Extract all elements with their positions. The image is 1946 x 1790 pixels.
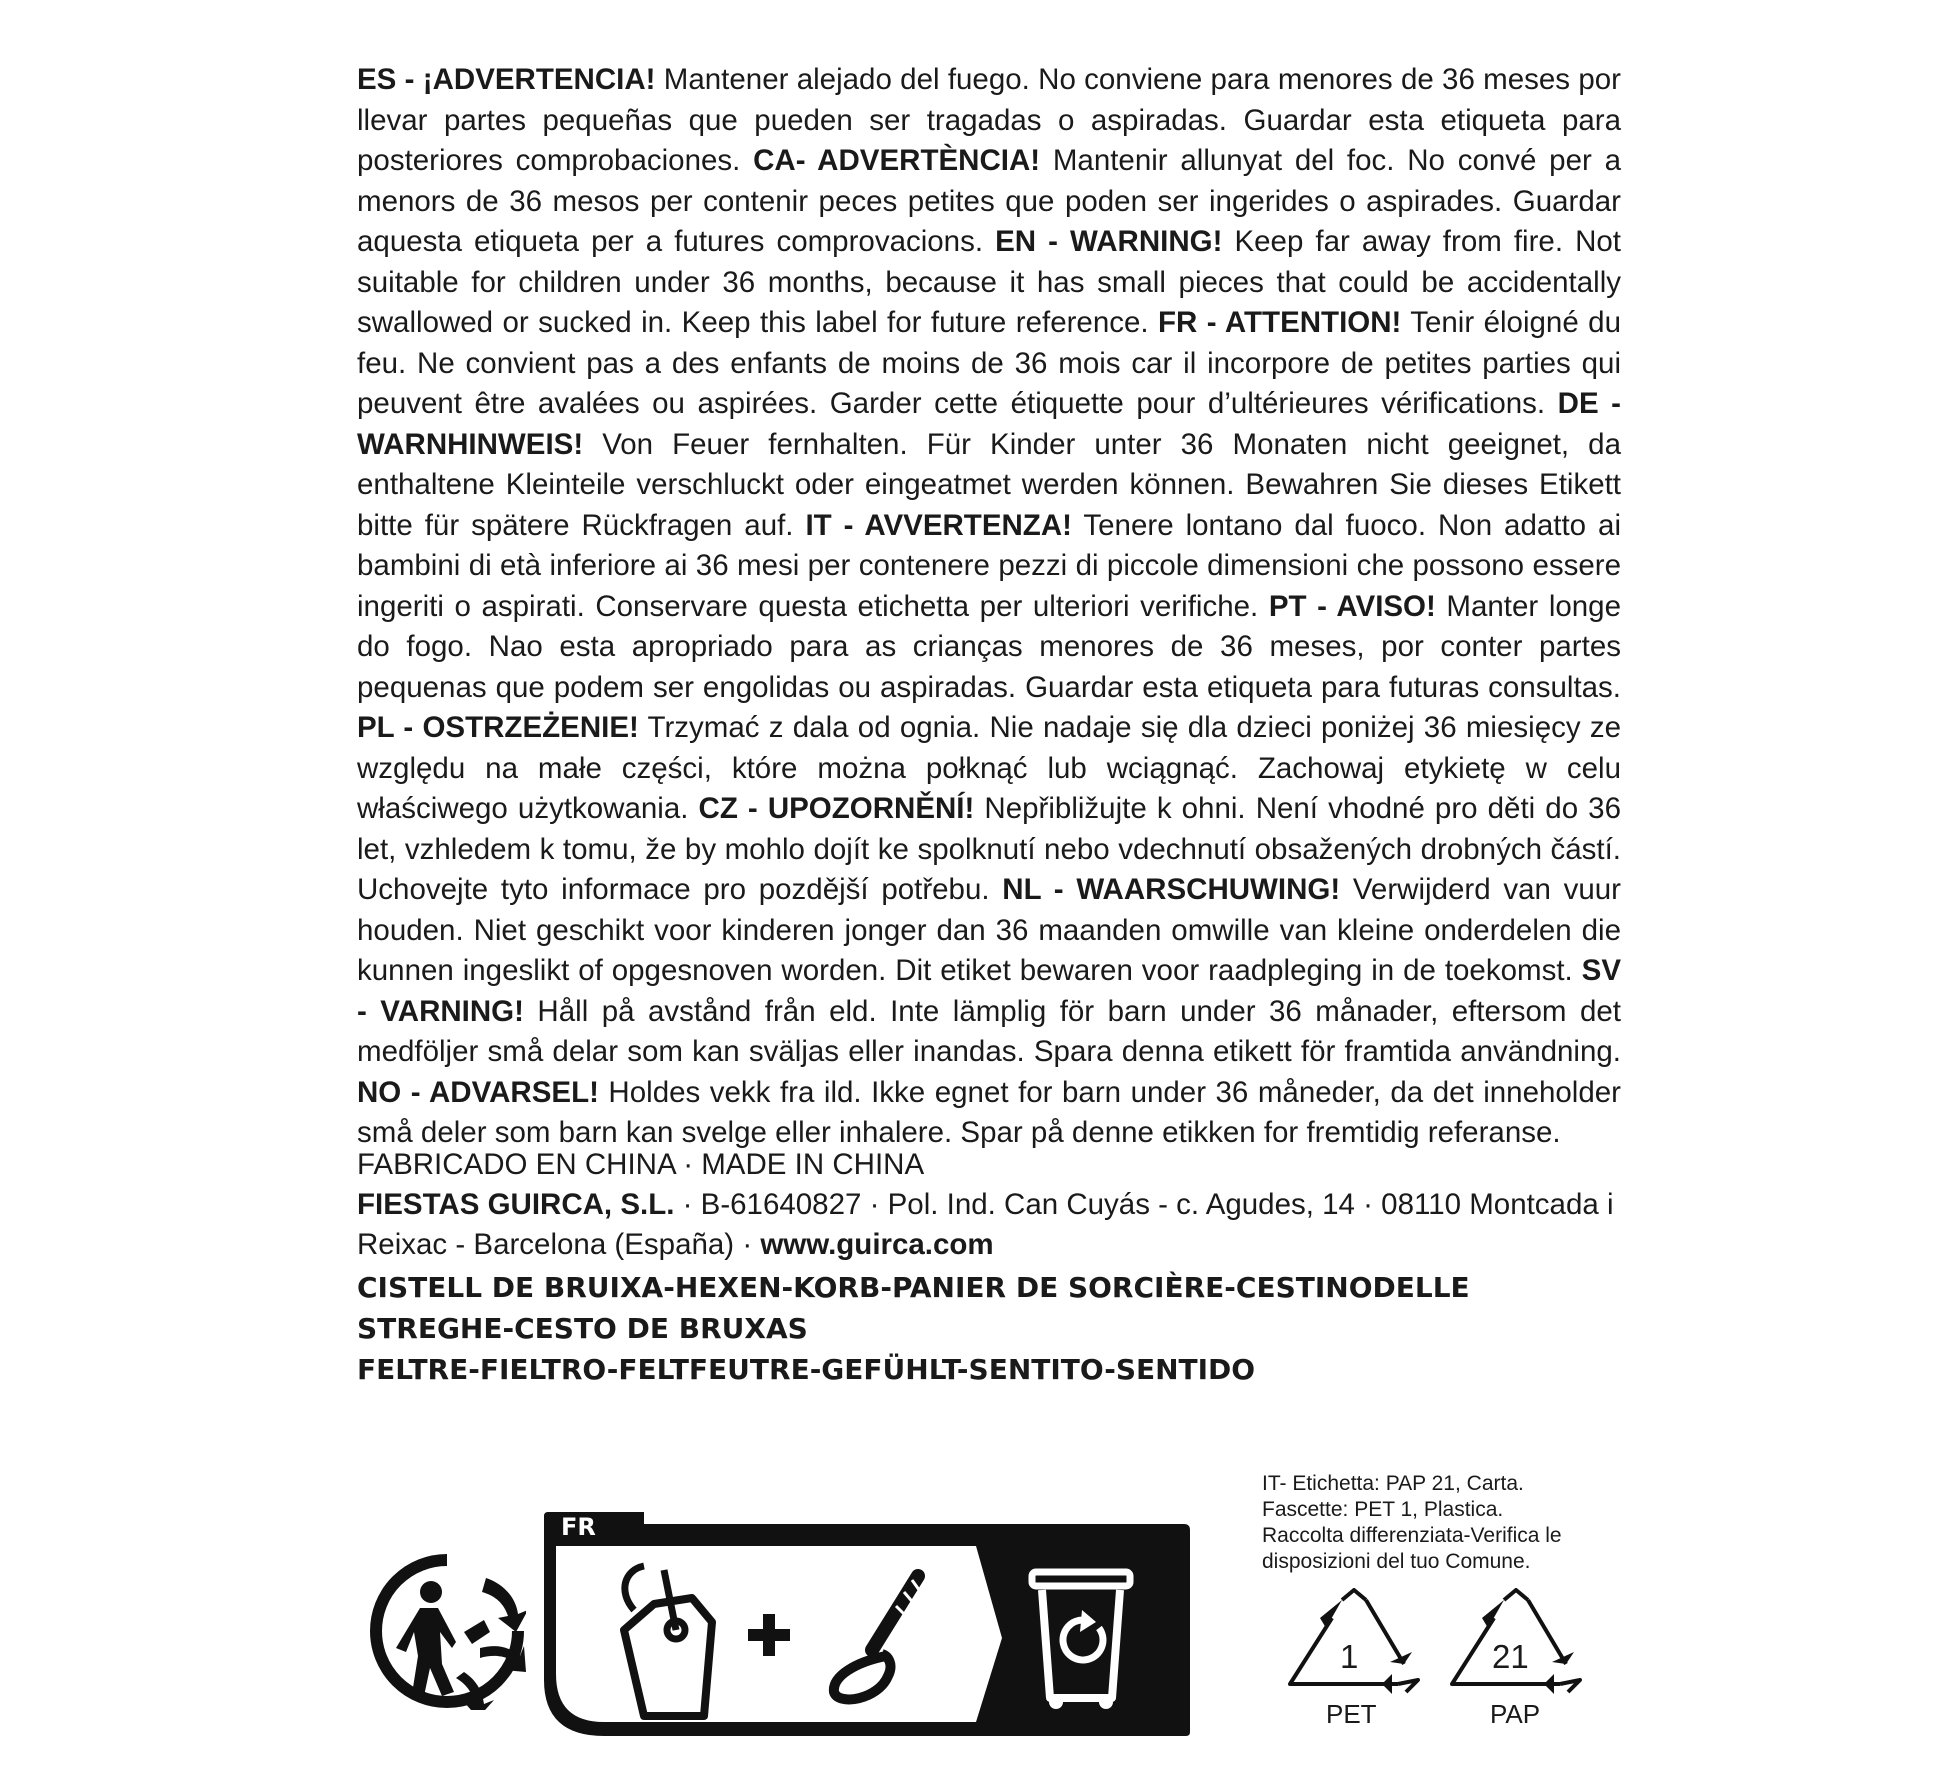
company-name: FIESTAS GUIRCA, S.L. bbox=[357, 1188, 675, 1221]
warning-tag: PL - OSTRZEŻENIE! bbox=[357, 711, 639, 744]
warning-body: Keep far away from fire. Not suitable for children under 36 months, because it has small pieces that could be accidentally swallowed or sucked in. Keep this label for future reference. bbox=[357, 225, 1621, 339]
materials: FELTRE-FIELTRO-FELTFEUTRE-GEFÜHLT-SENTITO-SENTIDO bbox=[357, 1353, 1256, 1386]
triman-recycling-icon bbox=[368, 1552, 526, 1710]
warning-tag: PT - AVISO! bbox=[1268, 589, 1436, 623]
warning-tag: SV - VARNING! bbox=[357, 954, 1621, 1028]
warning-body: Mantenir allunyat del foc. No convé per a menors de 36 mesos per contenir peces petites que poden ser ingerides o aspirades. Guardar aquesta etiqueta per a futures comprovacions. bbox=[357, 144, 1621, 258]
warning-tag: EN - WARNING! bbox=[995, 225, 1223, 258]
pap-label: PAP bbox=[1490, 1699, 1541, 1729]
it-fastener-line: Fascette: PET 1, Plastica. bbox=[1262, 1498, 1504, 1521]
warning-body: Nepřibližujte k ohni. Není vhodné pro děti do 36 let, vzhledem k tomu, že by mohlo dojít ke spolknutí nebo vdechnutí obsažených drobných částí. Uchovejte tyto informace pro pozdější potřebu. bbox=[357, 792, 1621, 906]
fr-country-code: FR bbox=[561, 1513, 596, 1541]
fastener-loop-icon bbox=[816, 1566, 936, 1706]
tag-icon bbox=[614, 1560, 724, 1722]
warning-body: Trzymać z dala od ognia. Nie nadaje się dla dzieci poniżej 36 miesięcy ze względu na małe części, które można połknąć lub wciągnąć. Zachowaj etykietę w celu właściwego użytkowania. bbox=[357, 711, 1622, 825]
it-instructions-line: Raccolta differenziata-Verifica le disposizioni del tuo Comune. bbox=[1262, 1524, 1562, 1573]
it-label-line: IT- Etichetta: PAP 21, Carta. bbox=[1262, 1472, 1524, 1495]
warning-tag: FR - ATTENTION! bbox=[1158, 306, 1402, 339]
warning-tag: ES - ¡ADVERTENCIA! bbox=[357, 63, 656, 96]
warning-body: Verwijderd van vuur houden. Niet geschikt voor kinderen jonger dan 36 maanden omwille van kleine onderdelen die kunnen ingeslikt of opgesnoven worden. Dit etiket bewaren voor raadpleging in de toekomst. bbox=[357, 873, 1621, 987]
made-in-text: FABRICADO EN CHINA · MADE IN CHINA bbox=[357, 1148, 925, 1181]
warning-no bbox=[357, 1076, 1621, 1150]
warning-body: Mantener alejado del fuego. No conviene para menores de 36 meses por llevar partes pequeñas que pueden ser tragadas o aspiradas. Guardar esta etiqueta para posteriores comprobaciones. bbox=[357, 63, 1621, 177]
pap-number: 21 bbox=[1492, 1638, 1529, 1675]
product-names: CISTELL DE BRUIXA-HEXEN-KORB-PANIER DE SORCIÈRE-CESTINODELLE STREGHE-CESTO DE BRUXAS bbox=[357, 1271, 1470, 1345]
warning-body: Tenir éloigné du feu. Ne convient pas a des enfants de moins de 36 mois car il incorpore de petites parties qui peuvent être avalées ou aspirées. Garder cette étiquette pour d’ultérieures vérifications. bbox=[357, 306, 1621, 420]
warning-body: Tenere lontano dal fuoco. Non adatto ai bambini di età inferiore ai 36 mesi per contenere pezzi di piccole dimensioni che possono essere ingeriti o aspirati. Conservare questa etichetta per ulteriori verifiche. bbox=[357, 508, 1622, 623]
company-address: · B-61640827 · Pol. Ind. Can Cuyás - c. Agudes, 14 · 08110 Montcada i Reixac - Barcelona (España) · bbox=[357, 1188, 1614, 1261]
company-website: www.guirca.com bbox=[760, 1228, 994, 1261]
warning-tag: CA- ADVERTÈNCIA! bbox=[753, 144, 1041, 177]
warnings-text bbox=[357, 60, 1621, 1154]
warning-tag: CZ - UPOZORNĚNÍ! bbox=[698, 792, 975, 825]
plus-icon bbox=[744, 1610, 794, 1660]
product-description bbox=[357, 1267, 1621, 1390]
recycling-bin-icon bbox=[1026, 1562, 1136, 1712]
warning-body: Holdes vekk fra ild. Ikke egnet for barn under 36 måneder, da det inneholder små deler som barn kan svelge eller inhalere. Spar på denne etikken for fremtidig referanse. bbox=[357, 1075, 1621, 1149]
warning-tag: NO - ADVARSEL! bbox=[357, 1075, 599, 1109]
pet-number: 1 bbox=[1340, 1638, 1359, 1675]
pet-label: PET bbox=[1326, 1699, 1377, 1729]
company-info bbox=[357, 1185, 1621, 1265]
warning-body: Håll på avstånd från eld. Inte lämplig för barn under 36 månader, eftersom det medföljer små delar som kan sväljas eller inandas. Spara denna etikett för framtida användning. bbox=[357, 994, 1621, 1068]
warning-tag: NL - WAARSCHUWING! bbox=[1002, 873, 1341, 906]
it-recycling-text bbox=[1262, 1471, 1622, 1575]
warning-tag: DE - WARNHINWEIS! bbox=[357, 387, 1622, 461]
warning-body: Manter longe do fogo. Nao esta apropriado para as crianças menores de 36 meses, por conter partes pequenas que podem ser engolidas ou aspiradas. Guardar esta etiqueta para futuras consultas. bbox=[357, 589, 1621, 704]
warning-tag: IT - AVVERTENZA! bbox=[805, 508, 1072, 542]
warning-body: Von Feuer fernhalten. Für Kinder unter 36 Monaten nicht geeignet, da enthaltene Kleinteile verschluckt oder eingeatmet werden können. Bewahren Sie dieses Etikett bitte für spätere Rückfragen auf. bbox=[357, 427, 1621, 542]
